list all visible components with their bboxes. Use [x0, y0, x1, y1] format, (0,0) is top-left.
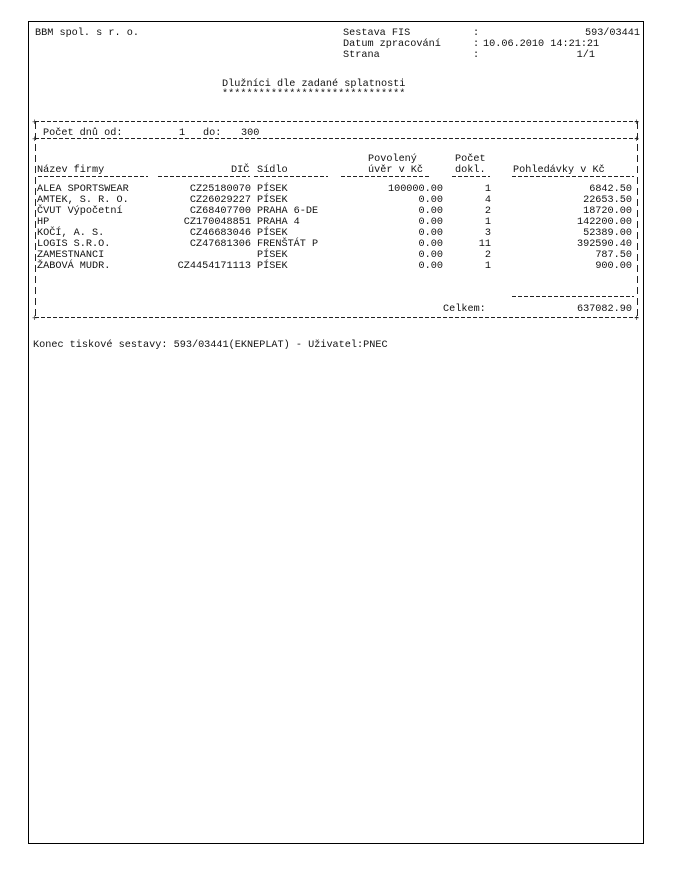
cell-sidlo: PRAHA 6-DE — [257, 206, 319, 217]
cell-name: LOGIS S.R.O. — [37, 239, 111, 250]
cell-name: ČVUT Výpočetní — [37, 206, 123, 217]
cell-name: ZAMESTNANCI — [37, 250, 105, 261]
cell-amount: 787.50 — [595, 250, 632, 261]
cell-count: 11 — [478, 239, 491, 250]
meta-label-date: Datum zpracování — [343, 39, 441, 50]
cell-sidlo: PÍSEK — [257, 195, 288, 206]
cell-amount: 18720.00 — [583, 206, 632, 217]
col-header-count-2: dokl. — [455, 165, 486, 176]
svg-text:+: + — [32, 135, 38, 145]
col-header-dic: DIČ — [231, 165, 250, 176]
cell-name: ŽABOVÁ MUDR. — [37, 261, 111, 272]
cell-amount: 6842.50 — [589, 184, 632, 195]
title-underline: ****************************** — [222, 89, 406, 100]
cell-count: 2 — [484, 206, 491, 217]
cell-sidlo: PRAHA 4 — [257, 217, 300, 228]
cell-credit: 0.00 — [418, 195, 443, 206]
cell-credit: 0.00 — [418, 239, 443, 250]
filter-to: 300 — [241, 128, 260, 139]
col-header-sidlo: Sídlo — [257, 165, 288, 176]
svg-text:+: + — [634, 118, 640, 128]
cell-amount: 22653.50 — [583, 195, 632, 206]
cell-count: 1 — [484, 217, 491, 228]
meta-label-report: Sestava FIS — [343, 28, 411, 39]
report-page — [28, 21, 644, 844]
col-header-credit-1: Povolený — [368, 154, 417, 165]
cell-name: AMTEK, S. R. O. — [37, 195, 129, 206]
cell-dic: CZ26029227 — [189, 195, 251, 206]
svg-text:+: + — [32, 314, 38, 324]
col-header-credit-2: úvěr v Kč — [368, 165, 424, 176]
filter-from: 1 — [179, 128, 186, 139]
cell-dic: CZ68407700 — [189, 206, 251, 217]
company-name: BBM spol. s r. o. — [35, 28, 139, 39]
cell-count: 1 — [484, 184, 491, 195]
col-header-receivables: Pohledávky v Kč — [513, 165, 605, 176]
cell-dic: CZ25180070 — [189, 184, 251, 195]
cell-sidlo: FRENŠTÁT P — [257, 239, 319, 250]
meta-colon: : — [473, 28, 480, 39]
cell-name: ALEA SPORTSWEAR — [37, 184, 129, 195]
col-header-name: Název firmy — [37, 165, 105, 176]
cell-count: 4 — [484, 195, 491, 206]
report-title: Dlužníci dle zadané splatnosti — [222, 79, 406, 90]
cell-name: HP — [37, 217, 50, 228]
cell-dic: CZ4454171113 — [177, 261, 251, 272]
cell-credit: 100000.00 — [387, 184, 443, 195]
meta-value-page: 1/1 — [576, 50, 595, 61]
col-header-count-1: Počet — [455, 154, 486, 165]
svg-text:+: + — [634, 135, 640, 145]
cell-amount: 900.00 — [595, 261, 632, 272]
cell-sidlo: PÍSEK — [257, 250, 288, 261]
cell-count: 1 — [484, 261, 491, 272]
svg-text:+: + — [634, 314, 640, 324]
cell-credit: 0.00 — [418, 206, 443, 217]
meta-colon: : — [473, 50, 480, 61]
cell-sidlo: PÍSEK — [257, 184, 288, 195]
meta-value-report: 593/03441 — [584, 28, 640, 39]
svg-text:+: + — [32, 118, 38, 128]
cell-credit: 0.00 — [418, 261, 443, 272]
meta-value-date: 10.06.2010 14:21:21 — [483, 39, 600, 50]
total-value: 637082.90 — [576, 304, 632, 315]
cell-dic: CZ170048851 — [183, 217, 251, 228]
cell-amount: 392590.40 — [576, 239, 632, 250]
cell-sidlo: PÍSEK — [257, 261, 288, 272]
cell-credit: 0.00 — [418, 250, 443, 261]
cell-count: 2 — [484, 250, 491, 261]
filter-label: Počet dnů od: — [43, 128, 123, 139]
cell-credit: 0.00 — [418, 228, 443, 239]
total-label: Celkem: — [443, 304, 486, 315]
cell-dic: CZ46683046 — [189, 228, 251, 239]
cell-amount: 52389.00 — [583, 228, 632, 239]
report-footer: Konec tiskové sestavy: 593/03441(EKNEPLAT) - Uživatel:PNEC — [33, 340, 388, 351]
table-frame — [28, 21, 644, 844]
cell-dic: CZ47681306 — [189, 239, 251, 250]
cell-sidlo: PÍSEK — [257, 228, 288, 239]
cell-name: KOČÍ, A. S. — [37, 228, 105, 239]
filter-to-label: do: — [203, 128, 222, 139]
cell-amount: 142200.00 — [576, 217, 632, 228]
meta-colon: : — [473, 39, 480, 50]
cell-count: 3 — [484, 228, 491, 239]
meta-label-page: Strana — [343, 50, 380, 61]
cell-credit: 0.00 — [418, 217, 443, 228]
